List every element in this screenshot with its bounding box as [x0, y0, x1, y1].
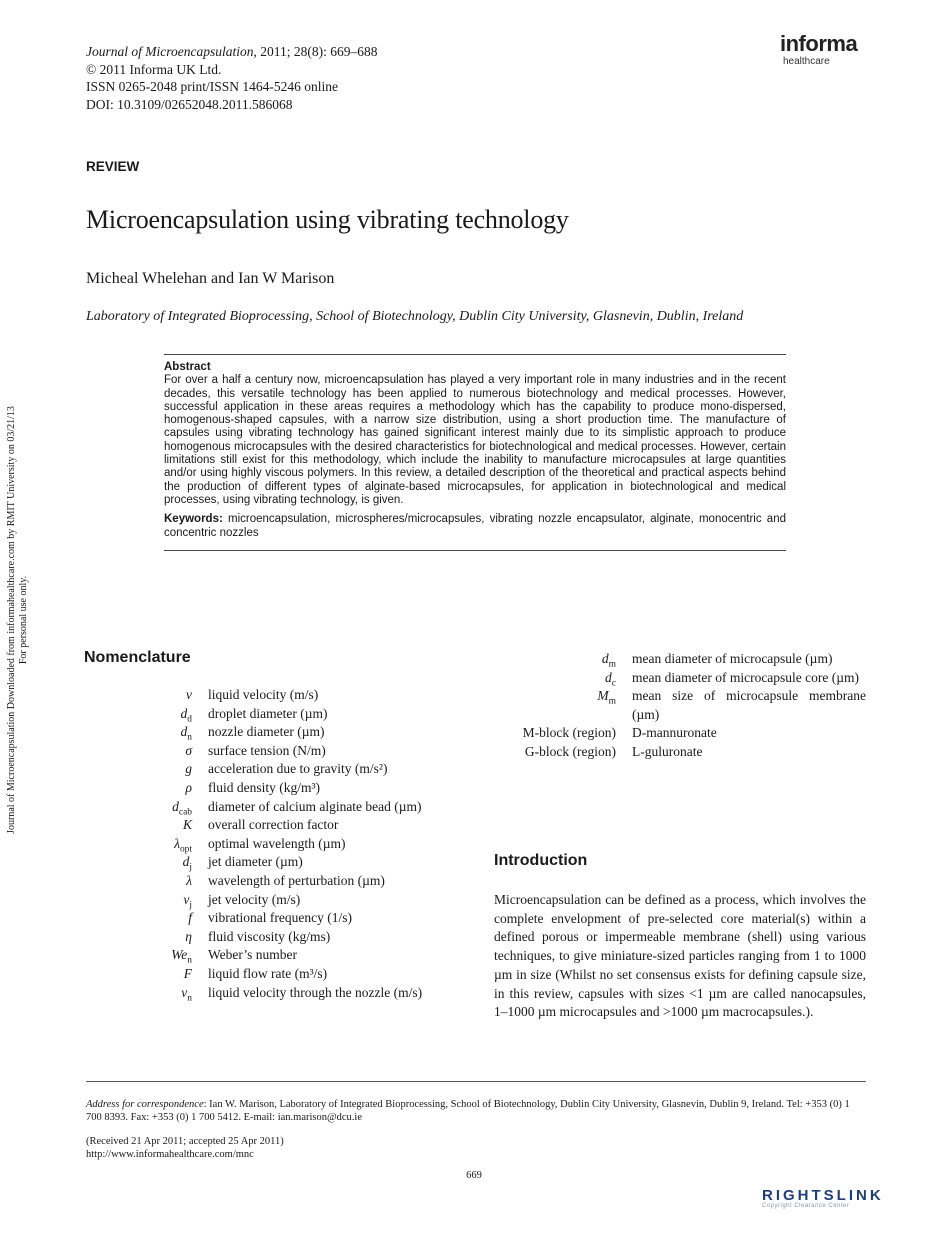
journal-citation	[86, 43, 377, 113]
nomenclature-row	[86, 984, 458, 1003]
nomenclature-definition: jet diameter (µm)	[208, 854, 303, 870]
nomenclature-symbol: M-block (region)	[522, 725, 616, 741]
nomenclature-heading: Nomenclature	[84, 649, 191, 666]
brand-sub: healthcare	[783, 56, 830, 67]
nomenclature-row	[86, 705, 458, 724]
page-number: 669	[466, 1170, 482, 1181]
nomenclature-row	[494, 743, 866, 762]
received-note	[86, 1135, 284, 1161]
nomenclature-definition: D-mannuronate	[632, 725, 717, 741]
nomenclature-symbol: $d_m$	[601, 651, 616, 670]
section-label: REVIEW	[86, 159, 140, 174]
nomenclature-definition: overall correction factor	[208, 817, 339, 833]
nomenclature-symbol: $d_c$	[605, 669, 616, 689]
nomenclature-symbol: η	[185, 928, 192, 944]
nomenclature-symbol: $v_j$	[183, 891, 192, 911]
nomenclature-symbol: v	[186, 687, 192, 702]
nomenclature-row	[86, 779, 458, 798]
doi: DOI: 10.3109/02652048.2011.586068	[86, 96, 293, 112]
nomenclature-definition: fluid viscosity (kg/ms)	[208, 928, 331, 944]
nomenclature-symbol: G-block (region)	[524, 743, 616, 759]
nomenclature-row	[494, 687, 866, 724]
nomenclature-definition: diameter of calcium alginate bead (µm)	[208, 798, 422, 814]
nomenclature-list-left	[86, 686, 458, 1002]
nomenclature-definition: jet velocity (m/s)	[208, 891, 301, 907]
nomenclature-definition: surface tension (N/m)	[208, 742, 326, 758]
nomenclature-definition: mean diameter of microcapsule (µm)	[632, 651, 833, 666]
nomenclature-symbol: $d_j$	[182, 854, 192, 874]
nomenclature-definition: liquid velocity (m/s)	[208, 687, 319, 702]
nomenclature-row	[86, 853, 458, 872]
nomenclature-definition: fluid density (kg/m³)	[208, 779, 321, 795]
introduction-heading: Introduction	[494, 852, 588, 869]
nomenclature-definition: mean diameter of microcapsule core (µm)	[632, 669, 860, 685]
keywords-label: Keywords:	[164, 513, 223, 526]
nomenclature-row	[86, 909, 458, 928]
nomenclature-symbol: $\lambda_{opt}$	[174, 835, 192, 855]
brand-name: informa	[780, 31, 858, 56]
nomenclature-row	[86, 928, 458, 947]
nomenclature-definition: Weber’s number	[208, 947, 298, 963]
copyright: © 2011 Informa UK Ltd.	[86, 61, 222, 77]
nomenclature-definition: nozzle diameter (µm)	[208, 724, 325, 740]
nomenclature-definition: mean size of microcapsule membrane (µm)	[632, 688, 866, 722]
nomenclature-symbol: $d_n$	[180, 724, 192, 743]
received-dates: (Received 21 Apr 2011; accepted 25 Apr 2011)	[86, 1136, 284, 1147]
nomenclature-definition: liquid flow rate (m³/s)	[208, 965, 328, 981]
correspondence-note	[86, 1098, 868, 1124]
nomenclature-row	[86, 891, 458, 910]
nomenclature-symbol: σ	[185, 742, 192, 758]
nomenclature-symbol: f	[188, 910, 192, 926]
download-watermark	[6, 350, 40, 890]
article-authors: Micheal Whelehan and Ian W Marison	[86, 270, 335, 287]
article-affiliation: Laboratory of Integrated Bioprocessing, School of Biotechnology, Dublin City University, Glasnevin, Dublin, Ireland	[86, 309, 744, 324]
nomenclature-definition: liquid velocity through the nozzle (m/s)	[208, 984, 423, 1000]
nomenclature-row	[494, 650, 866, 669]
footer-divider	[86, 1081, 866, 1082]
nomenclature-symbol: $d_{cab}$	[172, 798, 192, 818]
nomenclature-symbol: $d_d$	[180, 705, 192, 725]
nomenclature-row	[494, 669, 866, 688]
watermark-line-1: Journal of Microencapsulation Downloaded from informahealthcare.com by RMIT University on 03/21/13	[6, 406, 17, 834]
abstract-text: For over a half a century now, microencapsulation has played a very important role in many industries and in the recent decades, this versatile technology has been applied to numerous biotechnology and medical processes. However, successful application in these areas requires a methodology which has the capability to produce mono-dispersed, homogenous-shaped capsules, with a narrow size distribution, using a short production time. The manufacture of capsules using vibrating technology has gained significant interest mainly due to its simplistic approach to produce homogenous microcapsules with the desired characteristics for biotechnological and medical processes. However, certain limitations still exist for this methodology, which include the inability to manufacture microcapsules at large quantities and/or using highly viscous polymers. In this review, a detailed description of the theoretical and practical aspects behind the production of different types of alginate-based microcapsules, for application in biotechnological and medical processes, using vibrating technology, is given.	[164, 374, 786, 506]
nomenclature-definition: acceleration due to gravity (m/s²)	[208, 761, 388, 777]
nomenclature-row	[86, 835, 458, 854]
nomenclature-row	[86, 965, 458, 984]
nomenclature-symbol: $We_n$	[171, 947, 192, 966]
nomenclature-row	[86, 946, 458, 965]
nomenclature-definition: droplet diameter (µm)	[208, 705, 328, 721]
keywords-text: microencapsulation, microspheres/microcapsules, vibrating nozzle encapsulator, alginate, monocentric and concentric nozzles	[164, 513, 786, 539]
nomenclature-list-right	[494, 650, 866, 762]
nomenclature-row	[86, 816, 458, 835]
watermark-line-2: For personal use only.	[18, 575, 29, 665]
rightslink-wordmark: RIGHTSLINK	[762, 1187, 884, 1204]
publisher-logo	[780, 32, 857, 67]
nomenclature-row	[86, 723, 458, 742]
journal-issue: , 2011; 28(8): 669–688	[253, 44, 378, 59]
keywords	[164, 513, 786, 540]
nomenclature-definition: wavelength of perturbation (µm)	[208, 872, 385, 888]
nomenclature-definition: vibrational frequency (1/s)	[208, 910, 352, 926]
issn: ISSN 0265-2048 print/ISSN 1464-5246 online	[86, 79, 339, 94]
article-title: Microencapsulation using vibrating technology	[86, 205, 569, 234]
introduction-text: Microencapsulation can be defined as a process, which involves the complete envelopment of pre-selected core material(s) within a defined porous or impermeable membrane (shell) using various techniques, to give miniature-sized particles ranging from 1 to 1000 µm in size (Whilst no set consensus exists for defining capsule size, in this review, capsules with sizes <1 µm are called nanocapsules, 1–1000 µm microcapsules and >1000 µm macrocapsules.).	[494, 892, 866, 1020]
rightslink-sub: Copyright Clearance Center	[762, 1203, 850, 1209]
nomenclature-row	[86, 760, 458, 779]
rightslink-logo[interactable]	[762, 1187, 932, 1221]
nomenclature-symbol: g	[185, 761, 192, 777]
nomenclature-symbol: $v_n$	[181, 984, 192, 1004]
nomenclature-definition: optimal wavelength (µm)	[208, 835, 346, 851]
journal-title: Journal of Microencapsulation	[86, 44, 254, 59]
nomenclature-symbol: K	[182, 817, 192, 833]
nomenclature-row	[86, 742, 458, 761]
nomenclature-symbol: λ	[186, 872, 192, 888]
nomenclature-row	[86, 872, 458, 891]
nomenclature-symbol: $M_m$	[597, 688, 616, 707]
nomenclature-symbol: ρ	[185, 779, 192, 795]
abstract-heading: Abstract	[164, 361, 211, 373]
correspondence-text: : Ian W. Marison, Laboratory of Integrated Bioprocessing, School of Biotechnology, Dublin City University, Glasnevin, Dublin 9, Ireland. Tel: +353 (0) 1 700 8393. Fax: +353 (0) 1 700 5412. E-mail: ian.marison@dcu.ie	[86, 1099, 850, 1123]
nomenclature-definition: L-guluronate	[632, 743, 703, 759]
abstract-box	[164, 354, 786, 551]
nomenclature-row	[494, 724, 866, 743]
nomenclature-row	[86, 686, 458, 705]
nomenclature-row	[86, 798, 458, 817]
journal-url[interactable]: http://www.informahealthcare.com/mnc	[86, 1149, 254, 1160]
correspondence-label: Address for correspondence	[86, 1099, 204, 1110]
nomenclature-symbol: F	[183, 965, 192, 981]
